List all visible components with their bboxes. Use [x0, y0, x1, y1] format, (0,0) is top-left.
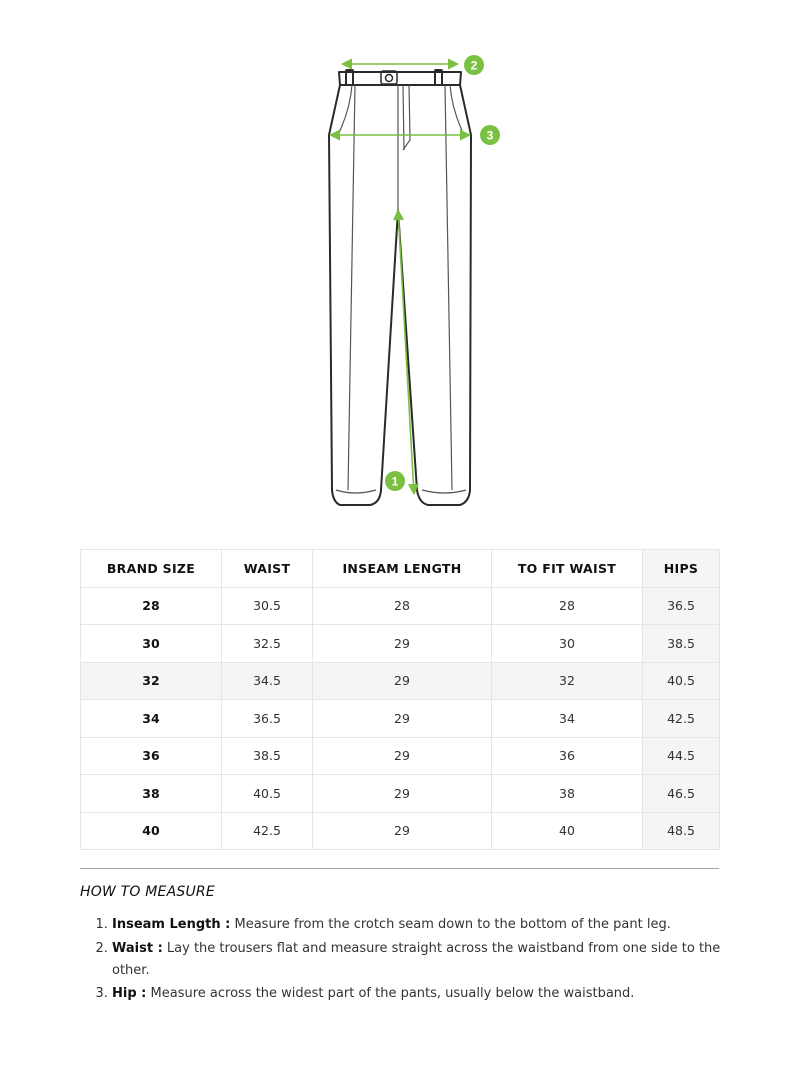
- cell-hips: 42.5: [643, 700, 720, 738]
- pants-diagram: [0, 0, 800, 530]
- marker-3-label: 3: [486, 128, 494, 143]
- cell-hips: 44.5: [643, 737, 720, 775]
- list-item: [112, 914, 737, 936]
- cell-to-fit-waist: 38: [492, 775, 643, 813]
- section-divider: [80, 868, 719, 869]
- table-row: [81, 812, 720, 850]
- cell-inseam-length: 29: [313, 775, 492, 813]
- header-waist: WAIST: [222, 550, 313, 588]
- cell-waist: 34.5: [222, 662, 313, 700]
- cell-inseam-length: 29: [313, 700, 492, 738]
- table-row: [81, 775, 720, 813]
- cell-hips: 46.5: [643, 775, 720, 813]
- marker-2-badge: [464, 55, 484, 75]
- header-to-fit-waist: TO FIT WAIST: [492, 550, 643, 588]
- size-chart-table: [80, 549, 720, 850]
- list-item: [112, 983, 737, 1005]
- cell-brand-size: 38: [81, 775, 222, 813]
- cell-inseam-length: 29: [313, 625, 492, 663]
- cell-brand-size: 36: [81, 737, 222, 775]
- cell-waist: 40.5: [222, 775, 313, 813]
- step-term: Waist :: [112, 940, 163, 956]
- cell-to-fit-waist: 30: [492, 625, 643, 663]
- step-text: Lay the trousers flat and measure straight across the waistband from one side to the other.: [112, 940, 721, 978]
- cell-brand-size: 40: [81, 812, 222, 850]
- cell-to-fit-waist: 40: [492, 812, 643, 850]
- marker-2-label: 2: [470, 58, 478, 73]
- step-term: Hip :: [112, 986, 147, 1001]
- pants-measurement-illustration: [0, 0, 800, 530]
- cell-inseam-length: 29: [313, 662, 492, 700]
- cell-waist: 32.5: [222, 625, 313, 663]
- list-item: [112, 938, 737, 982]
- table-row: [81, 625, 720, 663]
- cell-inseam-length: 29: [313, 737, 492, 775]
- cell-waist: 42.5: [222, 812, 313, 850]
- cell-inseam-length: 28: [313, 587, 492, 625]
- step-text: Measure across the widest part of the pants, usually below the waistband.: [146, 986, 635, 1001]
- header-brand-size: BRAND SIZE: [81, 550, 222, 588]
- cell-brand-size: 30: [81, 625, 222, 663]
- cell-hips: 38.5: [643, 625, 720, 663]
- cell-to-fit-waist: 36: [492, 737, 643, 775]
- cell-to-fit-waist: 32: [492, 662, 643, 700]
- cell-hips: 48.5: [643, 812, 720, 850]
- marker-1-badge: [385, 471, 405, 491]
- measure-steps-list: [80, 914, 737, 1007]
- header-inseam-length: INSEAM LENGTH: [313, 550, 492, 588]
- table-row: [81, 737, 720, 775]
- cell-waist: 36.5: [222, 700, 313, 738]
- pants-outline: [329, 85, 471, 505]
- table-row: [81, 700, 720, 738]
- step-text: Measure from the crotch seam down to the bottom of the pant leg.: [230, 917, 671, 932]
- cell-brand-size: 28: [81, 587, 222, 625]
- cell-hips: 36.5: [643, 587, 720, 625]
- cell-waist: 30.5: [222, 587, 313, 625]
- header-hips: HIPS: [643, 550, 720, 588]
- cell-waist: 38.5: [222, 737, 313, 775]
- cell-brand-size: 32: [81, 662, 222, 700]
- table-row: [81, 662, 720, 700]
- how-to-measure-title: HOW TO MEASURE: [80, 884, 215, 900]
- marker-1-label: 1: [391, 474, 399, 489]
- table-row: [81, 587, 720, 625]
- cell-brand-size: 34: [81, 700, 222, 738]
- marker-3-badge: [480, 125, 500, 145]
- cell-inseam-length: 29: [313, 812, 492, 850]
- table-header-row: [81, 550, 720, 588]
- cell-hips: 40.5: [643, 662, 720, 700]
- step-term: Inseam Length :: [112, 917, 231, 932]
- cell-to-fit-waist: 28: [492, 587, 643, 625]
- cell-to-fit-waist: 34: [492, 700, 643, 738]
